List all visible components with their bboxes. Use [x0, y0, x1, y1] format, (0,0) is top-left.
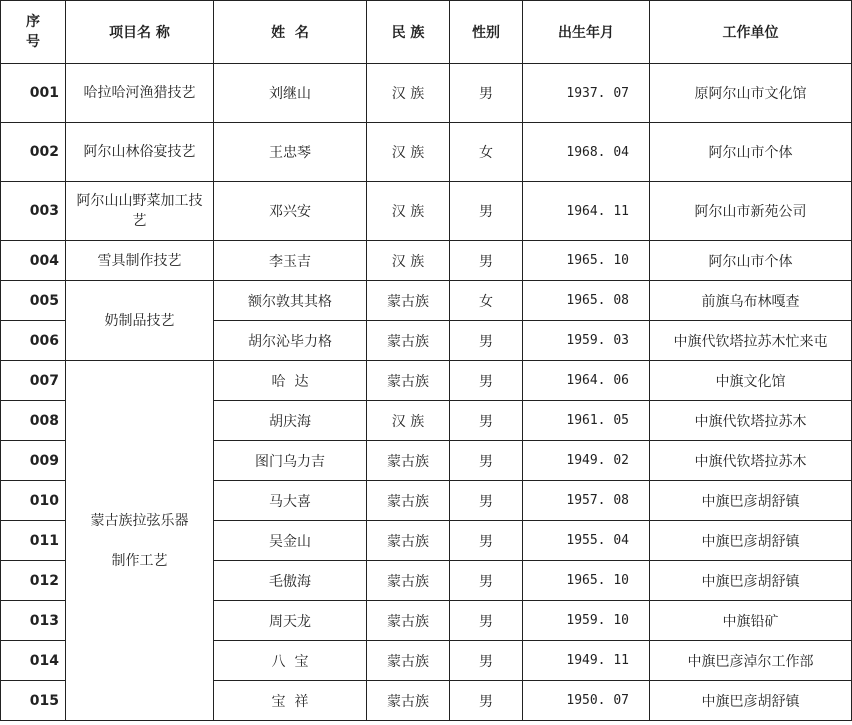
row-number: 009 [1, 441, 66, 481]
gender: 男 [450, 641, 523, 681]
gender: 男 [450, 441, 523, 481]
gender: 男 [450, 681, 523, 721]
work-unit: 中旗铅矿 [650, 601, 852, 641]
ethnicity: 蒙古族 [367, 481, 450, 521]
work-unit: 前旗乌布林嘎查 [650, 281, 852, 321]
birth-date: 1949. 02 [523, 441, 650, 481]
project-name: 雪具制作技艺 [66, 241, 214, 281]
row-number: 013 [1, 601, 66, 641]
gender: 男 [450, 521, 523, 561]
person-name: 额尔敦其其格 [214, 281, 367, 321]
ethnicity: 蒙古族 [367, 281, 450, 321]
ethnicity: 蒙古族 [367, 361, 450, 401]
birth-date: 1959. 03 [523, 321, 650, 361]
project-name-line1: 蒙古族拉弦乐器 [90, 512, 189, 529]
work-unit: 中旗巴彦淖尔工作部 [650, 641, 852, 681]
project-name [66, 361, 214, 721]
person-name: 王忠琴 [214, 123, 367, 182]
birth-date: 1965. 08 [523, 281, 650, 321]
gender: 男 [450, 601, 523, 641]
gender: 男 [450, 241, 523, 281]
header-project: 项目名 称 [66, 1, 214, 64]
work-unit: 阿尔山市个体 [650, 241, 852, 281]
table-row [1, 281, 852, 321]
header-name: 姓 名 [214, 1, 367, 64]
project-name-line2: 制作工艺 [111, 552, 168, 569]
gender: 男 [450, 321, 523, 361]
work-unit: 阿尔山市个体 [650, 123, 852, 182]
work-unit: 中旗代钦塔拉苏木 [650, 401, 852, 441]
row-number: 002 [1, 123, 66, 182]
gender: 女 [450, 281, 523, 321]
birth-date: 1950. 07 [523, 681, 650, 721]
work-unit: 中旗文化馆 [650, 361, 852, 401]
birth-date: 1959. 10 [523, 601, 650, 641]
person-name: 邓兴安 [214, 182, 367, 241]
project-name: 奶制品技艺 [66, 281, 214, 361]
ethnicity: 蒙古族 [367, 321, 450, 361]
birth-date: 1937. 07 [523, 64, 650, 123]
birth-date: 1964. 11 [523, 182, 650, 241]
birth-date: 1968. 04 [523, 123, 650, 182]
gender: 男 [450, 64, 523, 123]
row-number: 014 [1, 641, 66, 681]
birth-date: 1965. 10 [523, 241, 650, 281]
row-number: 011 [1, 521, 66, 561]
work-unit: 中旗代钦塔拉苏木 [650, 441, 852, 481]
birth-date: 1955. 04 [523, 521, 650, 561]
row-number: 007 [1, 361, 66, 401]
project-name: 阿尔山林俗宴技艺 [66, 123, 214, 182]
ethnicity: 汉 族 [367, 64, 450, 123]
row-number: 008 [1, 401, 66, 441]
row-number: 004 [1, 241, 66, 281]
ethnicity: 蒙古族 [367, 641, 450, 681]
person-name: 吴金山 [214, 521, 367, 561]
gender: 男 [450, 401, 523, 441]
row-number: 005 [1, 281, 66, 321]
row-number: 015 [1, 681, 66, 721]
row-number: 003 [1, 182, 66, 241]
ethnicity: 蒙古族 [367, 601, 450, 641]
work-unit: 中旗巴彦胡舒镇 [650, 521, 852, 561]
project-name: 阿尔山山野菜加工技艺 [66, 182, 214, 241]
gender: 女 [450, 123, 523, 182]
header-seq-line2: 号 [26, 34, 40, 50]
ethnicity: 汉 族 [367, 401, 450, 441]
person-name: 毛傲海 [214, 561, 367, 601]
row-number: 006 [1, 321, 66, 361]
person-name: 胡庆海 [214, 401, 367, 441]
birth-date: 1949. 11 [523, 641, 650, 681]
ethnicity: 蒙古族 [367, 441, 450, 481]
person-name: 图门乌力吉 [214, 441, 367, 481]
work-unit: 中旗代钦塔拉苏木忙来屯 [650, 321, 852, 361]
ethnicity: 蒙古族 [367, 681, 450, 721]
ethnicity: 汉 族 [367, 123, 450, 182]
header-birth: 出生年月 [523, 1, 650, 64]
table-row [1, 64, 852, 123]
header-unit: 工作单位 [650, 1, 852, 64]
gender: 男 [450, 561, 523, 601]
header-seq-line1: 序 [26, 14, 40, 30]
project-name: 哈拉哈河渔猎技艺 [66, 64, 214, 123]
row-number: 012 [1, 561, 66, 601]
gender: 男 [450, 361, 523, 401]
person-name: 胡尔沁毕力格 [214, 321, 367, 361]
work-unit: 中旗巴彦胡舒镇 [650, 681, 852, 721]
ethnicity: 汉 族 [367, 241, 450, 281]
header-row [1, 1, 852, 64]
work-unit: 中旗巴彦胡舒镇 [650, 561, 852, 601]
table-row [1, 361, 852, 401]
table-row [1, 241, 852, 281]
table-row [1, 123, 852, 182]
work-unit: 阿尔山市新苑公司 [650, 182, 852, 241]
birth-date: 1961. 05 [523, 401, 650, 441]
header-gender: 性别 [450, 1, 523, 64]
ethnicity: 蒙古族 [367, 561, 450, 601]
gender: 男 [450, 481, 523, 521]
person-name: 马大喜 [214, 481, 367, 521]
row-number: 010 [1, 481, 66, 521]
work-unit: 中旗巴彦胡舒镇 [650, 481, 852, 521]
person-name: 哈 达 [214, 361, 367, 401]
ethnicity: 汉 族 [367, 182, 450, 241]
person-name: 周天龙 [214, 601, 367, 641]
header-ethnicity: 民 族 [367, 1, 450, 64]
row-number: 001 [1, 64, 66, 123]
ethnicity: 蒙古族 [367, 521, 450, 561]
person-name: 宝 祥 [214, 681, 367, 721]
person-name: 刘继山 [214, 64, 367, 123]
person-name: 李玉吉 [214, 241, 367, 281]
birth-date: 1965. 10 [523, 561, 650, 601]
header-seq [1, 1, 66, 64]
birth-date: 1964. 06 [523, 361, 650, 401]
birth-date: 1957. 08 [523, 481, 650, 521]
work-unit: 原阿尔山市文化馆 [650, 64, 852, 123]
table-row [1, 182, 852, 241]
person-name: 八 宝 [214, 641, 367, 681]
gender: 男 [450, 182, 523, 241]
